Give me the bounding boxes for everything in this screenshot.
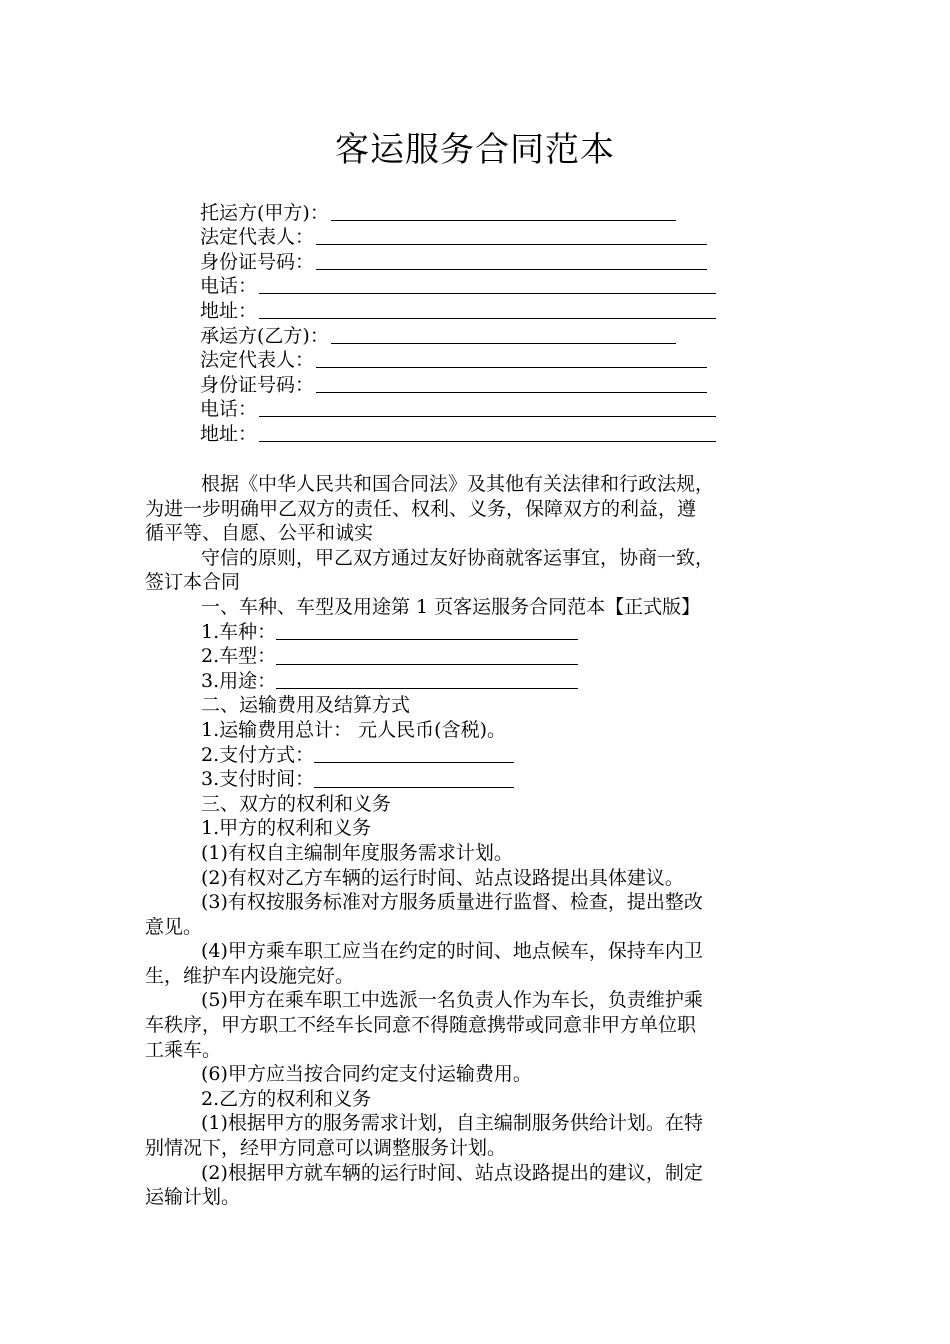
field-label: 3.支付时间： — [201, 768, 315, 791]
payment-method-field[interactable] — [145, 743, 805, 768]
clause-line: (6)甲方应当按合同约定支付运输费用。 — [201, 1063, 532, 1086]
clause-line: 意见。 — [145, 915, 203, 938]
field-label: 电话： — [200, 275, 258, 298]
field-label: 法定代表人： — [200, 349, 315, 372]
vehicle-purpose-field[interactable] — [145, 669, 805, 694]
blank-line — [276, 639, 578, 640]
field-label: 身份证号码： — [200, 373, 315, 396]
clause-line: (3)有权按服务标准对方服务质量进行监督、检查，提出整改 — [201, 891, 703, 914]
clause-line: (1)根据甲方的服务需求计划，自主编制服务供给计划。在特 — [201, 1112, 703, 1135]
blank-line — [316, 269, 707, 270]
party-b-address-field[interactable] — [200, 421, 760, 446]
party-b-name-field[interactable] — [200, 323, 760, 348]
preamble-line: 守信的原则，甲乙双方通过友好协商就客运事宜，协商一致， — [201, 546, 715, 569]
clause-line: (1)有权自主编制年度服务需求计划。 — [201, 841, 513, 864]
preamble-line: 根据《中华人民共和国合同法》及其他有关法律和行政法规， — [201, 473, 715, 495]
clause-line: 车秩序，甲方职工不经车长同意不得随意携带或同意非甲方单位职 — [145, 1014, 697, 1037]
clause-line: (2)根据甲方就车辆的运行时间、站点设路提出的建议，制定 — [201, 1161, 703, 1184]
preamble-line: 签订本合同 — [145, 571, 241, 594]
preamble-line: 为进一步明确甲乙双方的责任、权利、义务，保障双方的利益，遵 — [145, 497, 697, 520]
clause-line: (2)有权对乙方车辆的运行时间、站点设路提出具体建议。 — [201, 866, 684, 889]
blank-line — [314, 762, 514, 763]
field-label: 地址： — [200, 422, 258, 445]
party-a-phone-field[interactable] — [200, 274, 760, 299]
section-heading: 一、车种、车型及用途第 1 页客运服务合同范本【正式版】 — [201, 595, 701, 618]
party-a-representative-field[interactable] — [200, 225, 760, 250]
field-label: 承运方(乙方)： — [200, 324, 329, 347]
blank-line — [259, 318, 716, 319]
party-a-name-field[interactable] — [200, 200, 760, 225]
blank-line — [331, 220, 676, 221]
blank-line — [276, 688, 578, 689]
field-label: 电话： — [200, 398, 258, 421]
field-label: 2.支付方式： — [201, 743, 315, 766]
field-label: 托运方(甲方)： — [200, 201, 329, 224]
clause-line: 运输计划。 — [145, 1186, 241, 1209]
preamble-line: 循平等、自愿、公平和诚实 — [145, 522, 374, 545]
subsection-heading: 1.甲方的权利和义务 — [201, 817, 372, 840]
blank-line — [316, 392, 707, 393]
field-label: 2.车型： — [201, 645, 277, 668]
clause-line: 工乘车。 — [145, 1038, 222, 1061]
fee-total-line: 1.运输费用总计： 元人民币(含税)。 — [201, 718, 506, 741]
clause-line: (4)甲方乘车职工应当在约定的时间、地点候车，保持车内卫 — [201, 940, 703, 963]
blank-line — [259, 441, 716, 442]
blank-line — [316, 244, 707, 245]
blank-line — [259, 293, 716, 294]
party-b-phone-field[interactable] — [200, 397, 760, 422]
field-label: 法定代表人： — [200, 226, 315, 249]
blank-line — [316, 367, 707, 368]
vehicle-model-field[interactable] — [145, 644, 805, 669]
blank-line — [276, 664, 578, 665]
blank-line — [331, 343, 676, 344]
section-heading: 二、运输费用及结算方式 — [201, 694, 411, 717]
party-a-address-field[interactable] — [200, 298, 760, 323]
blank-line — [259, 416, 716, 417]
vehicle-type-field[interactable] — [145, 620, 805, 645]
blank-line — [314, 787, 514, 788]
party-b-id-field[interactable] — [200, 372, 760, 397]
clause-line: 生，维护车内设施完好。 — [145, 964, 355, 987]
party-b-representative-field[interactable] — [200, 348, 760, 373]
section-heading: 三、双方的权利和义务 — [201, 792, 392, 815]
field-label: 3.用途： — [201, 669, 277, 692]
clause-line: (5)甲方在乘车职工中选派一名负责人作为车长，负责维护乘 — [201, 989, 703, 1012]
party-fields — [200, 200, 760, 446]
document-title: 客运服务合同范本 — [335, 130, 615, 170]
subsection-heading: 2.乙方的权利和义务 — [201, 1087, 372, 1110]
payment-time-field[interactable] — [145, 767, 805, 792]
clause-line: 别情况下，经甲方同意可以调整服务计划。 — [145, 1137, 507, 1160]
contract-body — [145, 472, 805, 1210]
field-label: 1.车种： — [201, 620, 277, 643]
party-a-id-field[interactable] — [200, 249, 760, 274]
field-label: 地址： — [200, 299, 258, 322]
field-label: 身份证号码： — [200, 250, 315, 273]
